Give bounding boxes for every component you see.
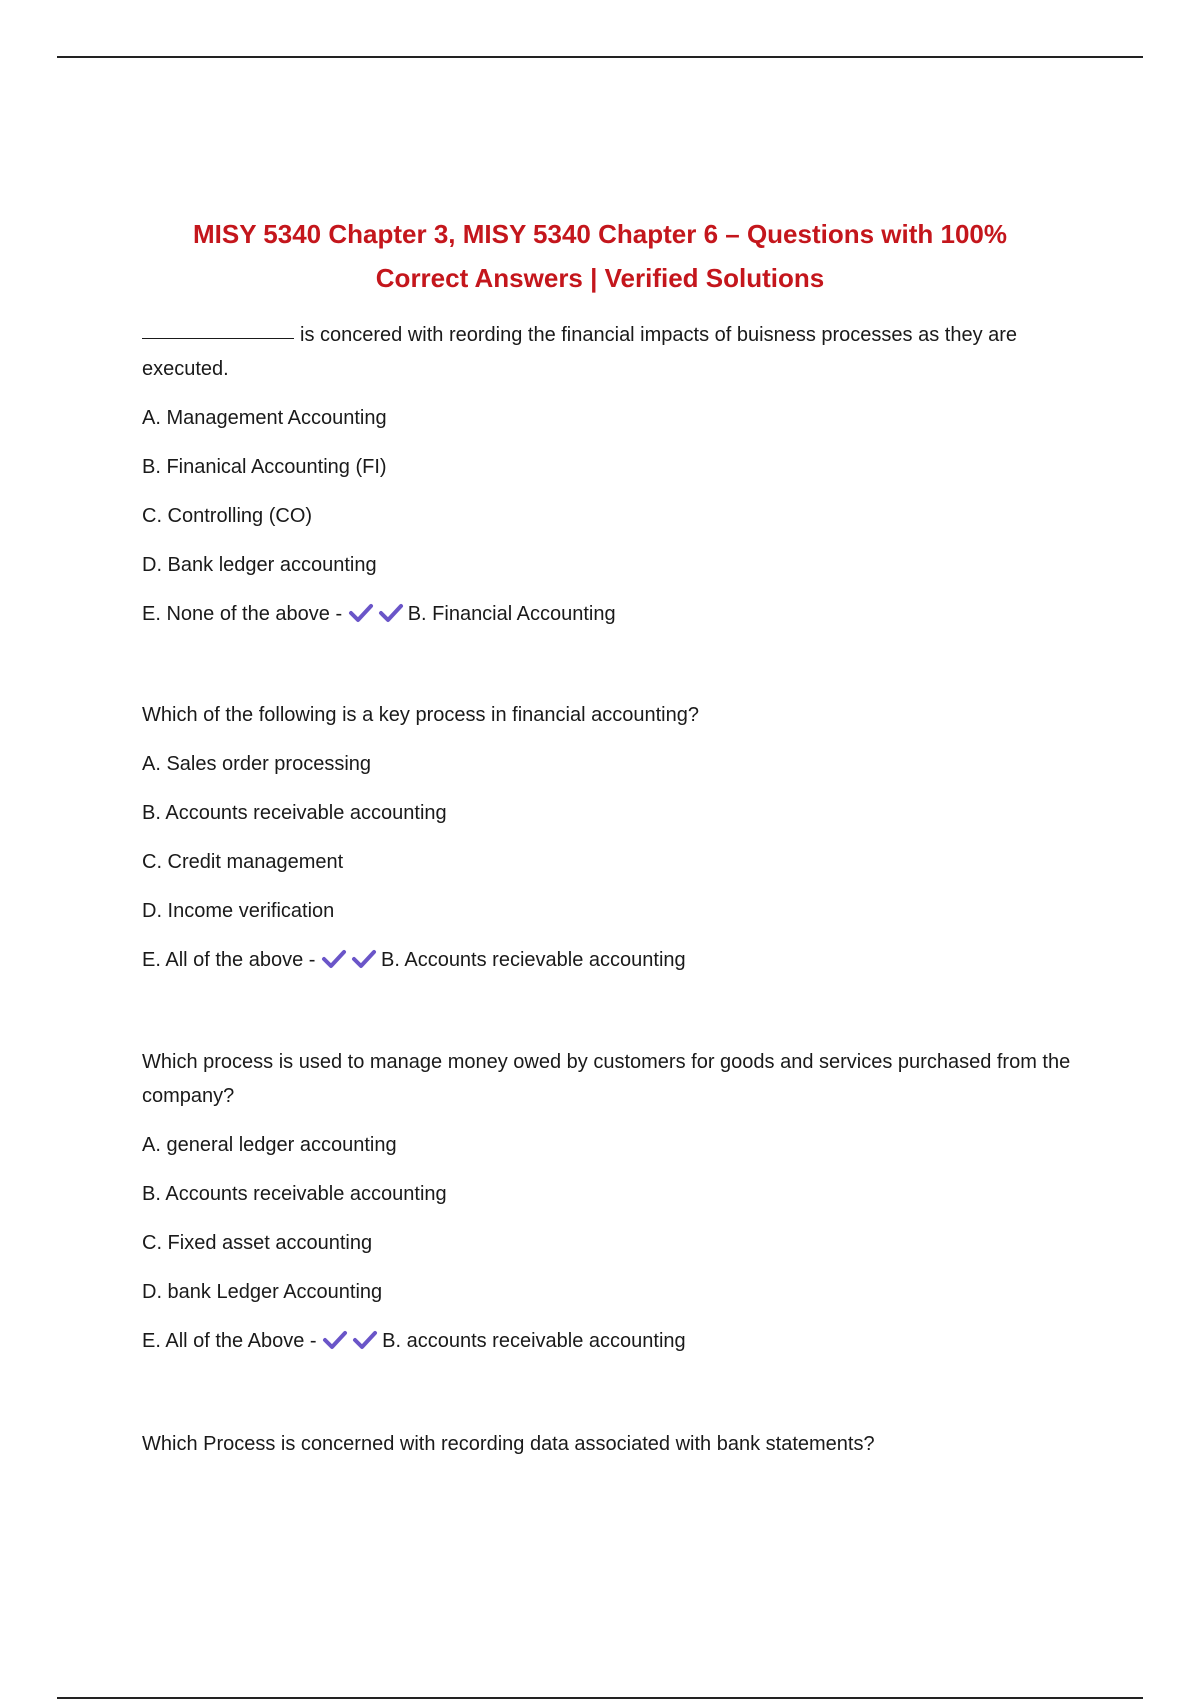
option-c: C. Controlling (CO) bbox=[142, 505, 313, 527]
correct-answer: B. Financial Accounting bbox=[407, 603, 616, 625]
option-e: E. All of the above - bbox=[142, 949, 316, 971]
option-b: B. Accounts receivable accounting bbox=[142, 802, 447, 824]
question-text: Which process is used to manage money owed by customers for goods and services purchased from the company? bbox=[142, 1051, 1071, 1107]
checkmark-icon bbox=[322, 1330, 348, 1350]
question-3 bbox=[142, 1045, 1072, 1373]
correct-answer: B. Accounts recievable accounting bbox=[381, 949, 686, 971]
question-1 bbox=[142, 318, 1072, 646]
title-line-1: MISY 5340 Chapter 3, MISY 5340 Chapter 6 – Questions with 100% bbox=[192, 219, 1008, 249]
checkmark-icon bbox=[321, 949, 347, 969]
question-2 bbox=[142, 698, 1072, 992]
document-title bbox=[130, 212, 1070, 300]
checkmark-icon bbox=[378, 603, 404, 623]
option-d: D. bank Ledger Accounting bbox=[142, 1281, 383, 1303]
correct-answer: B. accounts receivable accounting bbox=[382, 1330, 686, 1352]
header-rule bbox=[57, 56, 1143, 58]
question-text bbox=[142, 318, 1072, 386]
option-a: A. general ledger accounting bbox=[142, 1134, 397, 1156]
question-4 bbox=[142, 1427, 1072, 1476]
option-c: C. Fixed asset accounting bbox=[142, 1232, 373, 1254]
title-line-2: Correct Answers | Verified Solutions bbox=[375, 263, 825, 293]
option-e-with-answer bbox=[142, 1324, 1072, 1358]
option-e: E. None of the above - bbox=[142, 603, 343, 625]
footer-rule bbox=[57, 1697, 1143, 1699]
option-e-with-answer bbox=[142, 943, 1072, 977]
fill-in-blank bbox=[142, 318, 294, 339]
option-b: B. Accounts receivable accounting bbox=[142, 1183, 447, 1205]
question-body: is concered with reording the financial impacts of buisness processes as they are executed. bbox=[142, 324, 1018, 380]
option-a: A. Management Accounting bbox=[142, 407, 387, 429]
option-d: D. Bank ledger accounting bbox=[142, 554, 377, 576]
checkmark-icon bbox=[352, 1330, 378, 1350]
option-d: D. Income verification bbox=[142, 900, 335, 922]
checkmark-icon bbox=[351, 949, 377, 969]
option-c: C. Credit management bbox=[142, 851, 344, 873]
option-e-with-answer bbox=[142, 597, 1072, 631]
question-text: Which of the following is a key process in financial accounting? bbox=[142, 704, 699, 726]
option-e: E. All of the Above - bbox=[142, 1330, 317, 1352]
question-text: Which Process is concerned with recording data associated with bank statements? bbox=[142, 1433, 875, 1455]
option-a: A. Sales order processing bbox=[142, 753, 372, 775]
option-b: B. Finanical Accounting (FI) bbox=[142, 456, 387, 478]
checkmark-icon bbox=[348, 603, 374, 623]
